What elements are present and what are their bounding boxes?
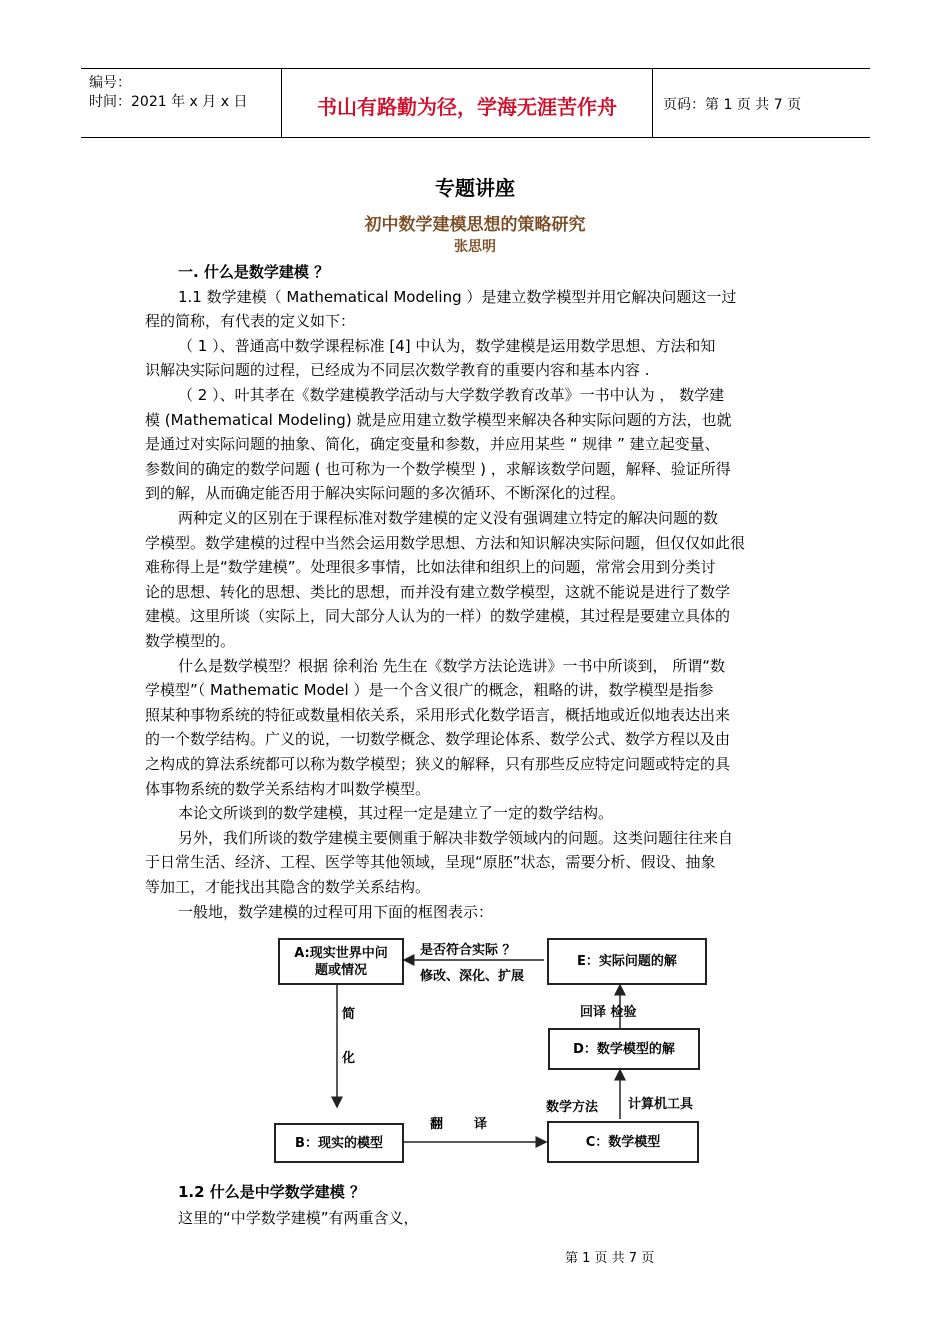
body-line: 另外，我们所谈的数学建模主要侧重于解决非数学领域内的问题。这类问题往往来自 — [178, 828, 734, 847]
header-cell-page — [653, 69, 870, 137]
simplify-char-1: 简 — [342, 1007, 356, 1022]
body-line: 论的思想、转化的思想、类比的思想，而并没有建立数学模型，这就不能说是进行了数学 — [145, 582, 731, 601]
box-e — [547, 938, 707, 985]
box-b — [274, 1123, 404, 1163]
box-c — [547, 1121, 699, 1163]
modify-label: 修改、深化、扩展 — [420, 969, 525, 984]
body-line: 之构成的算法系统都可以称为数学模型；狭义的解释，只有那些反应特定问题或特定的具 — [145, 755, 731, 773]
body-line: 学模型”（ Mathematic Model ）是一个含义很广的概念，粗略的讲，数学模型是指参 — [145, 681, 714, 700]
motto: 书山有路勤为径，学海无涯苦作舟 — [317, 95, 617, 119]
body-line: 一. 什么是数学建模 ？ — [178, 263, 330, 281]
body-line: 模 (Mathematical Modeling) 就是应用建立数学模型来解决各种实际问题的方法，也就 — [145, 410, 732, 429]
page-label: 页码：第 1 页 共 7 页 — [663, 97, 802, 113]
translate-char-2: 译 — [474, 1117, 488, 1132]
body-line: 1.1 数学建模（ Mathematical Modeling ）是建立数学模型并用它解决问题这一过 — [178, 287, 737, 306]
box-b-label: B：现实的模型 — [295, 1135, 383, 1151]
body-line: （ 2 ）、叶其孝在《数学建模教学活动与大学数学教育改革》一书中认为 ， 数学建 — [178, 386, 725, 404]
body-line: 照某种事物系统的特征或数量相依关系，采用形式化数学语言，概括地或近似地表达出来 — [145, 705, 731, 724]
simplify-char-2: 化 — [342, 1051, 356, 1066]
modeling-flow-diagram — [272, 935, 712, 1175]
translate-char-1: 翻 — [430, 1117, 444, 1132]
math-method-label: 数学方法 — [546, 1100, 599, 1115]
box-d-label: D：数学模型的解 — [573, 1041, 675, 1057]
document-title: 专题讲座 — [435, 176, 515, 200]
page-footer: 第 1 页 共 7 页 — [565, 1251, 655, 1266]
box-a — [278, 938, 404, 985]
date-label: 时间：2021 年 x 月 x 日 — [89, 94, 248, 110]
box-c-label: C：数学模型 — [585, 1134, 661, 1150]
body-line: 程的简称，有代表的定义如下： — [145, 312, 356, 331]
box-d — [548, 1028, 700, 1070]
body-line: （ 1 ）、普通高中数学课程标准 [4] 中认为，数学建模是运用数学思想、方法和知 — [178, 336, 716, 355]
body-line: 一般地，数学建模的过程可用下面的框图表示： — [178, 902, 494, 921]
number-label: 编号： — [89, 75, 131, 91]
header-cell-info — [81, 69, 282, 137]
body-line: 两种定义的区别在于课程标准对数学建模的定义没有强调建立特定的解决问题的数 — [178, 509, 719, 527]
body-line: 体事物系统的数学关系结构才叫数学模型。 — [145, 779, 431, 798]
section-heading-1-2: 1.2 什么是中学数学建模 ？ — [178, 1183, 366, 1201]
body-line: 于日常生活、经济、工程、医学等其他领域，呈现“原胚”状态，需要分析、假设、抽象 — [145, 853, 716, 872]
body-line: 建模。这里所谈（实际上，同大部分人认为的一样）的数学建模，其过程是要建立具体的 — [145, 607, 731, 626]
check-label: 是否符合实际 ？ — [420, 943, 516, 958]
author: 张思明 — [454, 239, 496, 255]
header-table — [81, 68, 870, 138]
body-line: 难称得上是“数学建模”。处理很多事情，比如法律和组织上的问题，常常会用到分类讨 — [145, 558, 716, 577]
body-line: 学模型。数学建模的过程中当然会运用数学思想、方法和知识解决实际问题，但仅仅如此很 — [145, 533, 746, 552]
body-line: 参数间的确定的数学问题 ( 也可称为一个数学模型 ) ，求解该数学问题，解释、验证所得 — [145, 459, 731, 478]
body-line: 是通过对实际问题的抽象、简化，确定变量和参数，并应用某些 “ 规律 ” 建立起变量、 — [145, 435, 720, 454]
box-a-label: A:现实世界中问 题或情况 — [294, 945, 388, 978]
header-cell-motto — [282, 69, 653, 137]
body-line: 的一个数学结构。广义的说，一切数学概念、数学理论体系、数学公式、数学方程以及由 — [145, 730, 731, 749]
body-line: 到的解，从而确定能否用于解决实际问题的多次循环、不断深化的过程。 — [145, 484, 626, 503]
body-line: 本论文所谈到的数学建模，其过程一定是建立了一定的数学结构。 — [178, 804, 614, 823]
body-line: 什么是数学模型？根据 徐利治 先生在《数学方法论选讲》一书中所谈到， 所谓“数 — [178, 656, 726, 675]
computer-tool-label: 计算机工具 — [628, 1097, 694, 1112]
body-line: 识解决实际问题的过程，已经成为不同层次数学教育的重要内容和基本内容 . — [145, 361, 650, 380]
document-subtitle: 初中数学建模思想的策略研究 — [364, 215, 586, 235]
final-line: 这里的“中学数学建模”有两重含义， — [178, 1209, 419, 1227]
body-line: 等加工，才能找出其隐含的数学关系结构。 — [145, 878, 431, 896]
back-translate-label: 回译 检验 — [580, 1005, 637, 1020]
body-line: 数学模型的。 — [145, 632, 236, 650]
box-e-label: E：实际问题的解 — [577, 954, 677, 969]
